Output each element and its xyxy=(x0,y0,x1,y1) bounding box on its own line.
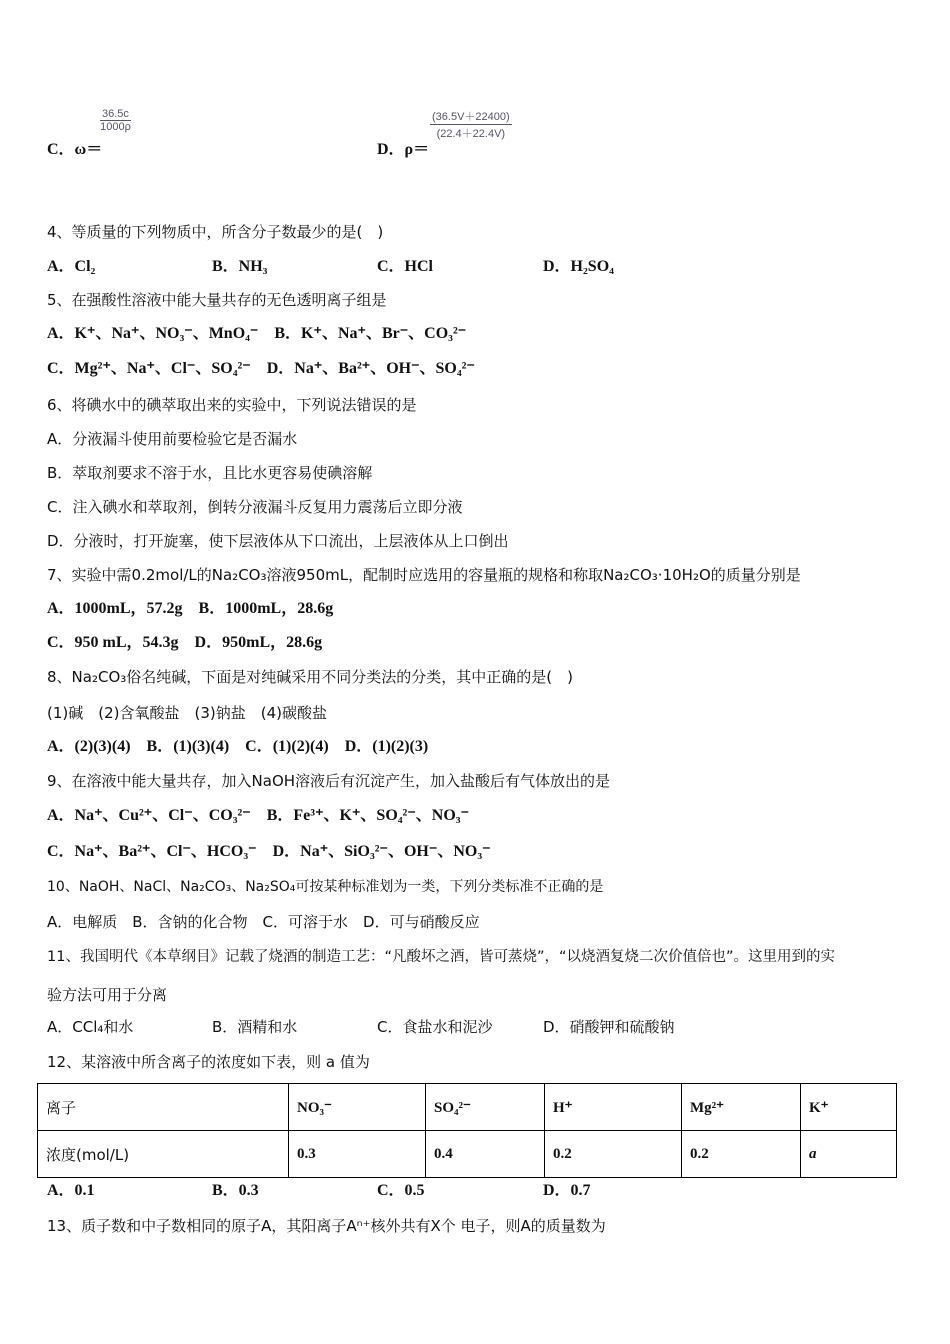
option-d: D．硝酸钾和硫酸钠 xyxy=(543,1018,675,1036)
options-cd: C．Na⁺、Ba²⁺、Cl⁻、HCO₃⁻ D．Na⁺、SiO₃²⁻、OH⁻、NO₃⁻ xyxy=(47,843,491,860)
question-4: 4、等质量的下列物质中，所含分子数最少的是( ) xyxy=(47,223,384,241)
fraction-c xyxy=(100,108,131,133)
option-d: D．0.7 xyxy=(543,1182,591,1199)
cell: 0.2 xyxy=(545,1131,682,1178)
option-d: D．ρ＝ xyxy=(377,141,430,158)
option-a: A．Cl₂ xyxy=(47,258,96,275)
cell: 0.3 xyxy=(289,1131,426,1178)
options-ab: A．K⁺、Na⁺、NO₃⁻、MnO₄⁻ B．K⁺、Na⁺、Br⁻、CO₃²⁻ xyxy=(47,325,467,342)
cell: 浓度(mol/L) xyxy=(38,1131,289,1178)
option-b: B．0.3 xyxy=(212,1182,259,1199)
question-11-line1: 11、我国明代《本草纲目》记载了烧酒的制造工艺：“凡酸坏之酒，皆可蒸烧”，“以烧酒复烧二次价值倍也”。这里用到的实 xyxy=(47,949,835,965)
option-c: C．ω＝ xyxy=(47,141,103,158)
question-5: 5、在强酸性溶液中能大量共存的无色透明离子组是 xyxy=(47,291,387,309)
options-ab: A．Na⁺、Cu²⁺、Cl⁻、CO₃²⁻ B．Fe³⁺、K⁺、SO₄²⁻、NO₃⁻ xyxy=(47,807,470,824)
options: A．(2)(3)(4) B．(1)(3)(4) C．(1)(2)(4) D．(1)(2)(3) xyxy=(47,738,429,755)
option-d: D．分液时，打开旋塞，使下层液体从下口流出，上层液体从上口倒出 xyxy=(47,532,509,550)
table-header-row xyxy=(38,1084,897,1131)
numerator: (36.5V＋22400) xyxy=(430,108,512,125)
fraction-d xyxy=(430,108,512,141)
option-c: C．注入碘水和萃取剂，倒转分液漏斗反复用力震荡后立即分液 xyxy=(47,498,463,516)
option-a: A．0.1 xyxy=(47,1182,95,1199)
option-b: B．NH₃ xyxy=(212,258,268,275)
option-b: B．酒精和水 xyxy=(212,1018,298,1036)
denominator: 1000ρ xyxy=(100,121,131,133)
option-c: C．0.5 xyxy=(377,1182,425,1199)
header-cell: Mg²⁺ xyxy=(682,1084,801,1131)
header-cell: H⁺ xyxy=(545,1084,682,1131)
header-cell: K⁺ xyxy=(801,1084,897,1131)
table-row xyxy=(38,1131,897,1178)
question-8: 8、Na₂CO₃俗名纯碱，下面是对纯碱采用不同分类法的分类，其中正确的是( ) xyxy=(47,668,573,686)
cell: 0.2 xyxy=(682,1131,801,1178)
options-cd: C．Mg²⁺、Na⁺、Cl⁻、SO₄²⁻ D．Na⁺、Ba²⁺、OH⁻、SO₄²⁻ xyxy=(47,360,475,377)
cell: 0.4 xyxy=(426,1131,545,1178)
question-6: 6、将碘水中的碘萃取出来的实验中，下列说法错误的是 xyxy=(47,396,417,414)
numerator: 36.5c xyxy=(102,108,129,120)
classification-items: (1)碱 (2)含氧酸盐 (3)钠盐 (4)碳酸盐 xyxy=(47,704,327,722)
options-cd: C．950 mL，54.3g D．950mL，28.6g xyxy=(47,634,323,651)
question-9: 9、在溶液中能大量共存，加入NaOH溶液后有沉淀产生，加入盐酸后有气体放出的是 xyxy=(47,772,611,790)
header-cell: 离子 xyxy=(38,1084,289,1131)
ion-concentration-table xyxy=(37,1083,897,1178)
options-ab: A．1000mL，57.2g B．1000mL，28.6g xyxy=(47,600,334,617)
header-cell: SO₄²⁻ xyxy=(426,1084,545,1131)
question-10: 10、NaOH、NaCl、Na₂CO₃、Na₂SO₄可按某种标准划为一类，下列分类标准不正确的是 xyxy=(47,879,604,895)
question-12: 12、某溶液中所含离子的浓度如下表，则 a 值为 xyxy=(47,1053,370,1071)
options: A．电解质 B．含钠的化合物 C．可溶于水 D．可与硝酸反应 xyxy=(47,913,480,931)
option-a: A．CCl₄和水 xyxy=(47,1018,134,1036)
denominator: (22.4＋22.4V) xyxy=(436,128,506,140)
option-a: A．分液漏斗使用前要检验它是否漏水 xyxy=(47,430,298,448)
question-13: 13、质子数和中子数相同的原子A，其阳离子Aⁿ⁺核外共有X个 电子，则A的质量数为 xyxy=(47,1217,606,1235)
question-11-line2: 验方法可用于分离 xyxy=(47,986,168,1004)
cell: a xyxy=(801,1131,897,1178)
question-7: 7、实验中需0.2mol/L的Na₂CO₃溶液950mL，配制时应选用的容量瓶的规格和称取Na₂CO₃·10H₂O的质量分别是 xyxy=(47,566,801,584)
header-cell: NO₃⁻ xyxy=(289,1084,426,1131)
option-d: D．H₂SO₄ xyxy=(543,258,614,275)
option-c: C．食盐水和泥沙 xyxy=(377,1018,493,1036)
option-b: B．萃取剂要求不溶于水，且比水更容易使碘溶解 xyxy=(47,464,373,482)
option-c: C．HCl xyxy=(377,258,434,275)
